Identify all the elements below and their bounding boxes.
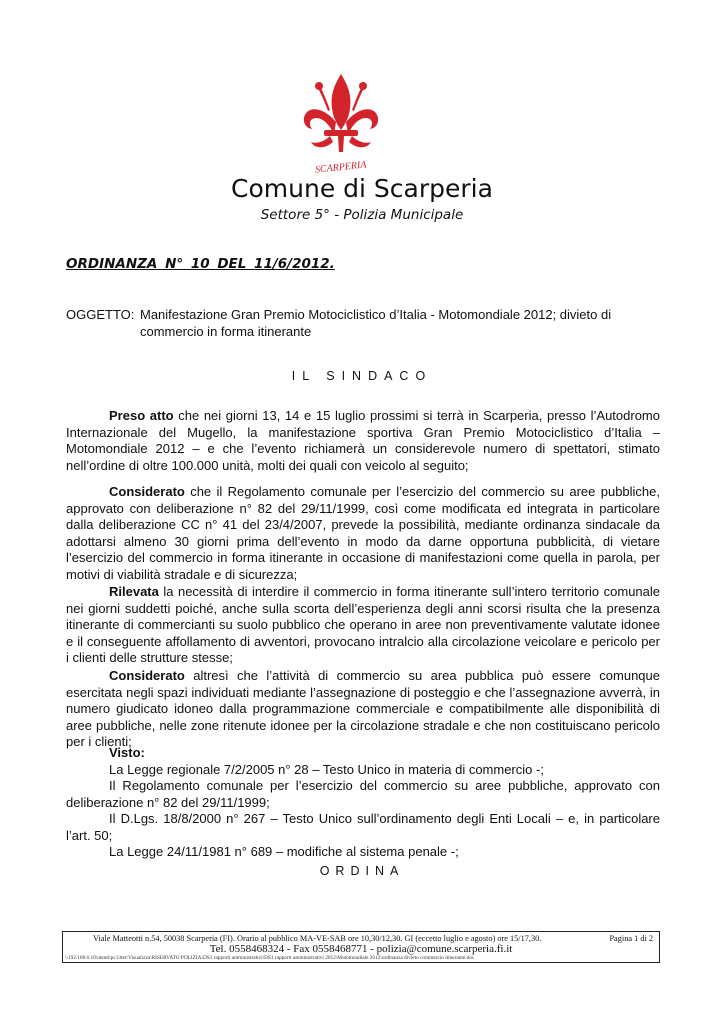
ordinanza-heading: ORDINANZA N° 10 DEL 11/6/2012. [66,256,335,272]
paragraph-lead: Considerato [109,484,185,499]
paragraph-text: che il Regolamento comunale per l’esercizio del commercio su aree pubbliche, approvato con deliberazione n° 82 del 29/11/1999, così come modificata ed integrata in particolare dalla deliberazione CC n° 41 del 23/4/2007, prevede la possibilità, mediante ordinanza sindacale da adottarsi almeno 30 giorni prima dell’evento in modo da darne opportuna pubblicità, di vietare l’esercizio del commercio in forma itinerante in occasione di manifestazioni come quella in parola, per motivi di viabilità stradale e di sicurezza; [66,484,660,582]
visto-item: La Legge regionale 7/2/2005 n° 28 – Testo Unico in materia di commercio -; [109,761,544,777]
paragraph-lead: Rilevata [109,584,159,599]
visto-block [66,745,660,861]
paragraph-text: che nei giorni 13, 14 e 15 luglio prossimi si terrà in Scarperia, presso l’Autodromo Internazionale del Mugello, la manifestazione sportiva Gran Premio Motociclistico d’Italia – Motomondiale 2012 – e che l’evento richiamerà un considerevole numero di spettatori, stimato nell’ordine di oltre 100.000 unità, molti dei quali con veicolo al seguito; [66,408,660,473]
footer-box [62,931,660,963]
paragraph-considerato-altresi [66,668,660,751]
oggetto-text: Manifestazione Gran Premio Motociclistico d’Italia - Motomondiale 2012; divieto di commercio in forma itinerante [140,307,612,339]
paragraph-text: altresì che l’attività di commercio su area pubblica può essere comunque esercitata negli spazi individuati mediante l’assegnazione di posteggio e che l’assegnazione avverrà, in numero giudicato idoneo dalla programmazione commerciale e compatibilmente alle disponibilità di aree pubbliche, nelle zone ritenute idonee per la circolazione stradale e che non costituiscano pericolo per i clienti; [66,668,660,749]
sindaco-heading: IL SINDACO [291,369,433,383]
paragraph-lead: Preso atto [109,408,174,423]
visto-item: Il Regolamento comunale per l’esercizio del commercio su aree pubbliche, approvato con deliberazione n° 82 del 29/11/1999; [66,778,660,810]
footer-file-path: \\192.168.6.10\utenti\pc13ter\Visualizza\RISERVATO POLIZIA\DS1 rapporti amministrativi\DS1 rapporti amministrativi 2012\Motomondiale 2012\ordinanza divieto commercio itinerante.doc [65,955,475,961]
fleur-de-lis-logo [300,72,382,180]
paragraph-rilevata [66,584,660,667]
oggetto-label: OGGETTO: [66,307,135,322]
paragraph-preso-atto [66,408,660,474]
footer-page-number: Pagina 1 di 2 [609,934,653,943]
paragraph-lead: Considerato [109,668,185,683]
logo-text: SCARPERIA [314,159,368,176]
footer-address: Viale Matteotti n.54, 50038 Scarperia (FI). Orario al pubblico MA-VE-SAB ore 10,30/12,30. GI (eccetto luglio e agosto) ore 15/17,30. [93,934,542,943]
paragraph-considerato [66,484,660,583]
paragraph-text: la necessità di interdire il commercio in forma itinerante sull’intero territorio comunale nei giorni suddetti poiché, anche sulla scorta dell’esperienza degli anni scorsi risulta che la presenza itinerante di commercianti su suolo pubblico che operano in aree non preventivamente valutate idonee e il conseguente affollamento di avventori, provocano intralcio alla circolazione veicolare e pericolo per i clienti delle strutture stesse; [66,584,660,665]
page-subtitle: Settore 5° - Polizia Municipale [260,207,464,223]
footer-contacts: Tel. 0558468324 - Fax 0558468771 - polizia@comune.scarperia.fi.it [209,943,513,955]
ordina-heading: ORDINA [319,864,405,878]
page-title: Comune di Scarperia [231,174,493,203]
visto-item: La Legge 24/11/1981 n° 689 – modifiche al sistema penale -; [109,844,459,859]
visto-header: Visto: [109,745,145,760]
visto-item: Il D.Lgs. 18/8/2000 n° 267 – Testo Unico sull’ordinamento degli Enti Locali – e, in particolare l’art. 50; [66,811,660,843]
